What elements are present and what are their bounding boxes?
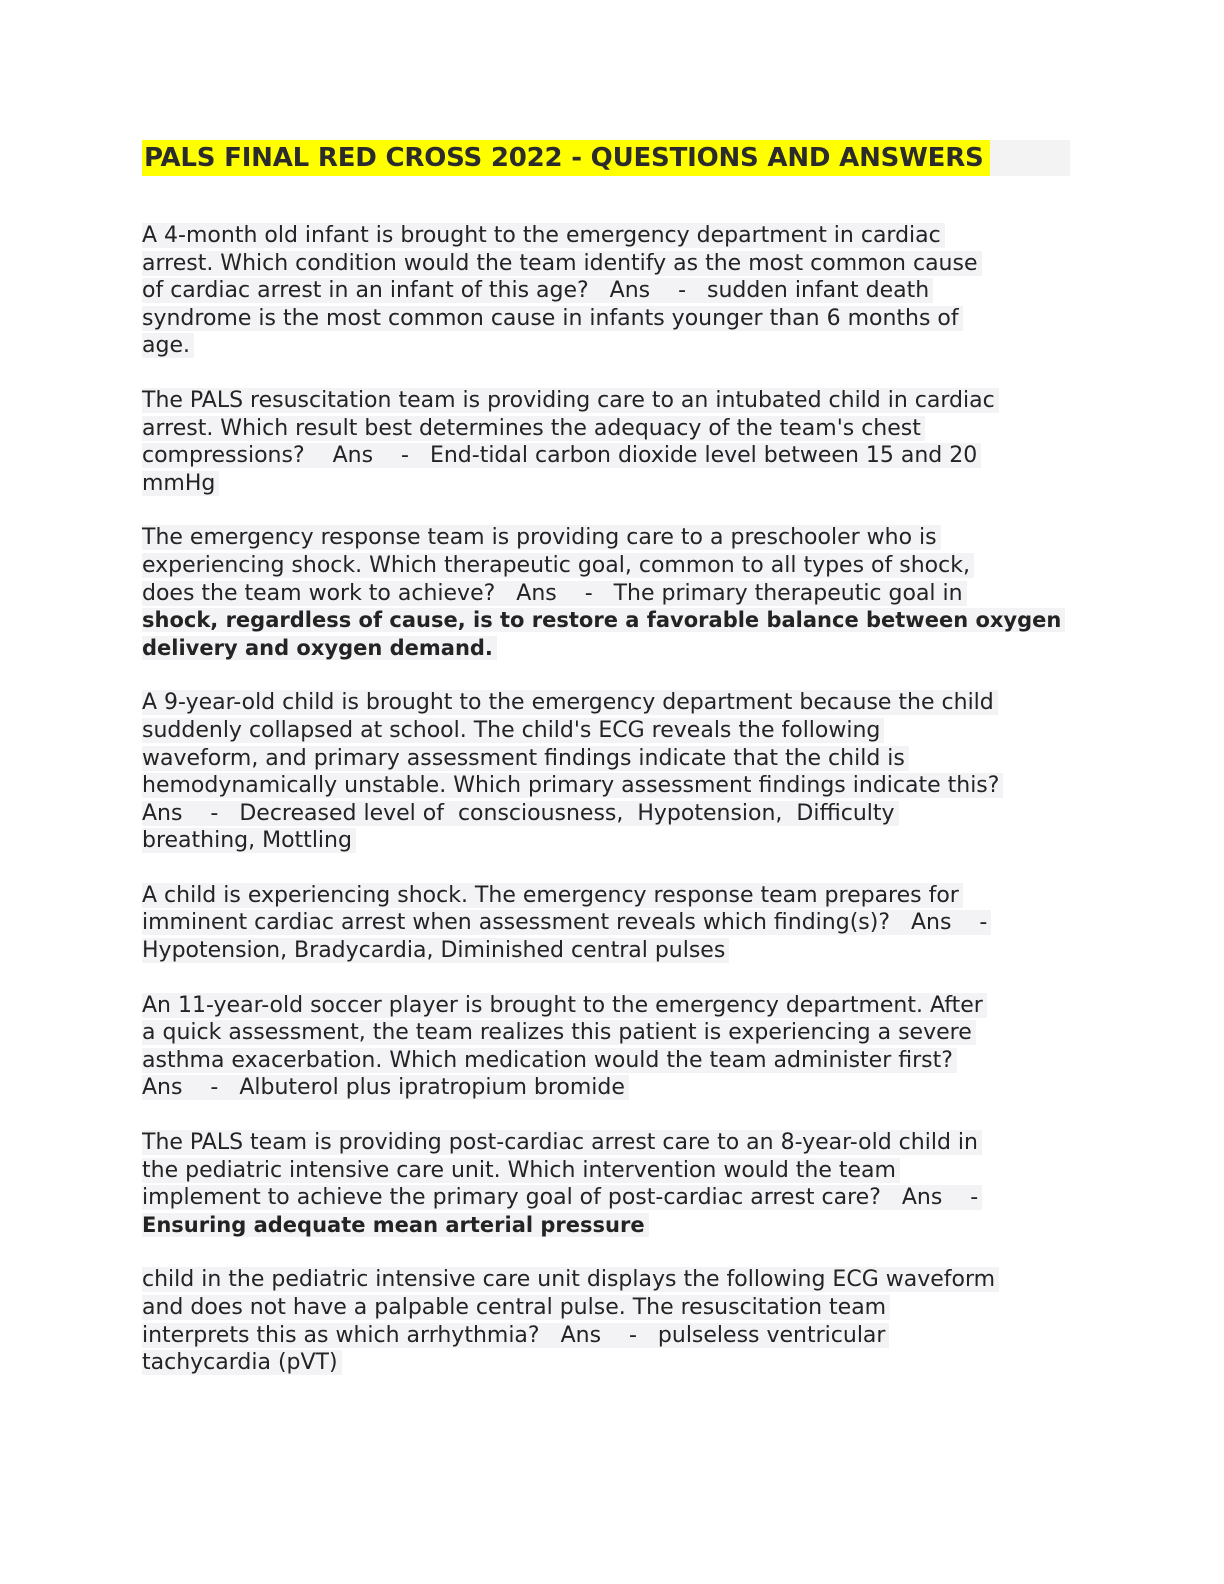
qa-line-text: breathing, Mottling — [142, 828, 356, 853]
qa-line-text: arrest. Which result best determines the adequacy of the team's chest — [142, 416, 925, 441]
qa-line — [142, 689, 1082, 717]
qa-line-text: imminent cardiac arrest when assessment reveals which finding(s)? Ans - — [142, 910, 991, 935]
qa-line-text: suddenly collapsed at school. The child's ECG reveals the following — [142, 718, 884, 743]
qa-line — [142, 772, 1082, 800]
qa-line — [142, 1074, 1082, 1102]
qa-line — [142, 552, 1082, 580]
qa-line — [142, 1212, 1082, 1240]
qa-line — [142, 580, 1082, 608]
qa-line-text: A 9-year-old child is brought to the emergency department because the child — [142, 690, 998, 715]
qa-item-7 — [142, 1129, 1082, 1239]
document-title: PALS FINAL RED CROSS 2022 - QUESTIONS AND ANSWERS — [142, 140, 990, 176]
qa-line — [142, 305, 1082, 333]
qa-line-text: does the team work to achieve? Ans - The primary therapeutic goal in — [142, 581, 967, 606]
qa-line-text: The PALS resuscitation team is providing care to an intubated child in cardiac — [142, 388, 999, 413]
qa-item-4 — [142, 689, 1082, 855]
qa-line-text: Ans - Decreased level of consciousness, Hypotension, Difficulty — [142, 801, 899, 826]
qa-line — [142, 387, 1082, 415]
qa-line — [142, 1322, 1082, 1350]
qa-line — [142, 470, 1082, 498]
qa-line-text: child in the pediatric intensive care unit displays the following ECG waveform — [142, 1267, 999, 1292]
qa-line-text: experiencing shock. Which therapeutic goal, common to all types of shock, — [142, 553, 974, 578]
qa-line-text: A 4-month old infant is brought to the emergency department in cardiac — [142, 223, 945, 248]
qa-line — [142, 1266, 1082, 1294]
qa-line-text: Ans - Albuterol plus ipratropium bromide — [142, 1075, 629, 1100]
qa-line-text: Ensuring adequate mean arterial pressure — [142, 1213, 649, 1237]
qa-line — [142, 827, 1082, 855]
qa-line-text: hemodynamically unstable. Which primary assessment findings indicate this? — [142, 773, 1003, 798]
qa-line-text: compressions? Ans - End-tidal carbon dioxide level between 15 and 20 — [142, 443, 981, 468]
qa-line — [142, 415, 1082, 443]
qa-item-6 — [142, 992, 1082, 1102]
title-row — [142, 140, 1070, 176]
qa-line-text: The PALS team is providing post-cardiac arrest care to an 8-year-old child in — [142, 1130, 982, 1155]
qa-line — [142, 882, 1082, 910]
qa-line — [142, 332, 1082, 360]
qa-list — [142, 222, 1082, 1404]
qa-line-text: implement to achieve the primary goal of post-cardiac arrest care? Ans - — [142, 1185, 982, 1210]
qa-line — [142, 937, 1082, 965]
qa-line — [142, 250, 1082, 278]
qa-line-text: a quick assessment, the team realizes this patient is experiencing a severe — [142, 1020, 976, 1045]
qa-line-text: arrest. Which condition would the team identify as the most common cause — [142, 251, 982, 276]
qa-line-text: The emergency response team is providing care to a preschooler who is — [142, 525, 941, 550]
qa-line — [142, 745, 1082, 773]
qa-line — [142, 992, 1082, 1020]
qa-line-text: asthma exacerbation. Which medication would the team administer first? — [142, 1048, 957, 1073]
qa-line — [142, 909, 1082, 937]
qa-item-8 — [142, 1266, 1082, 1376]
qa-line-text: mmHg — [142, 471, 219, 496]
qa-line-text: waveform, and primary assessment findings indicate that the child is — [142, 746, 909, 771]
qa-line-text: interprets this as which arrhythmia? Ans - pulseless ventricular — [142, 1323, 889, 1348]
qa-line — [142, 1047, 1082, 1075]
qa-line — [142, 524, 1082, 552]
qa-line — [142, 1184, 1082, 1212]
qa-line — [142, 717, 1082, 745]
qa-line-text: syndrome is the most common cause in infants younger than 6 months of — [142, 306, 963, 331]
qa-line — [142, 1019, 1082, 1047]
qa-item-2 — [142, 387, 1082, 497]
qa-line — [142, 607, 1082, 635]
qa-line — [142, 800, 1082, 828]
qa-line-text: the pediatric intensive care unit. Which intervention would the team — [142, 1158, 900, 1183]
qa-item-5 — [142, 882, 1082, 965]
qa-line-text: A child is experiencing shock. The emergency response team prepares for — [142, 883, 963, 908]
qa-line-text: shock, regardless of cause, is to restore a favorable balance between oxygen — [142, 608, 1065, 632]
qa-line — [142, 1294, 1082, 1322]
qa-line — [142, 635, 1082, 663]
qa-item-3 — [142, 524, 1082, 662]
qa-line-text: An 11-year-old soccer player is brought to the emergency department. After — [142, 993, 987, 1018]
qa-line-text: delivery and oxygen demand. — [142, 636, 497, 660]
qa-line — [142, 1129, 1082, 1157]
qa-line-text: tachycardia (pVT) — [142, 1350, 342, 1375]
qa-line-text: age. — [142, 333, 194, 358]
qa-line-text: Hypotension, Bradycardia, Diminished central pulses — [142, 938, 729, 963]
qa-line-text: and does not have a palpable central pulse. The resuscitation team — [142, 1295, 890, 1320]
qa-line — [142, 222, 1082, 250]
qa-line — [142, 1349, 1082, 1377]
qa-item-1 — [142, 222, 1082, 360]
qa-line — [142, 442, 1082, 470]
qa-line — [142, 1157, 1082, 1185]
qa-line-text: of cardiac arrest in an infant of this age? Ans - sudden infant death — [142, 278, 933, 303]
qa-line — [142, 277, 1082, 305]
